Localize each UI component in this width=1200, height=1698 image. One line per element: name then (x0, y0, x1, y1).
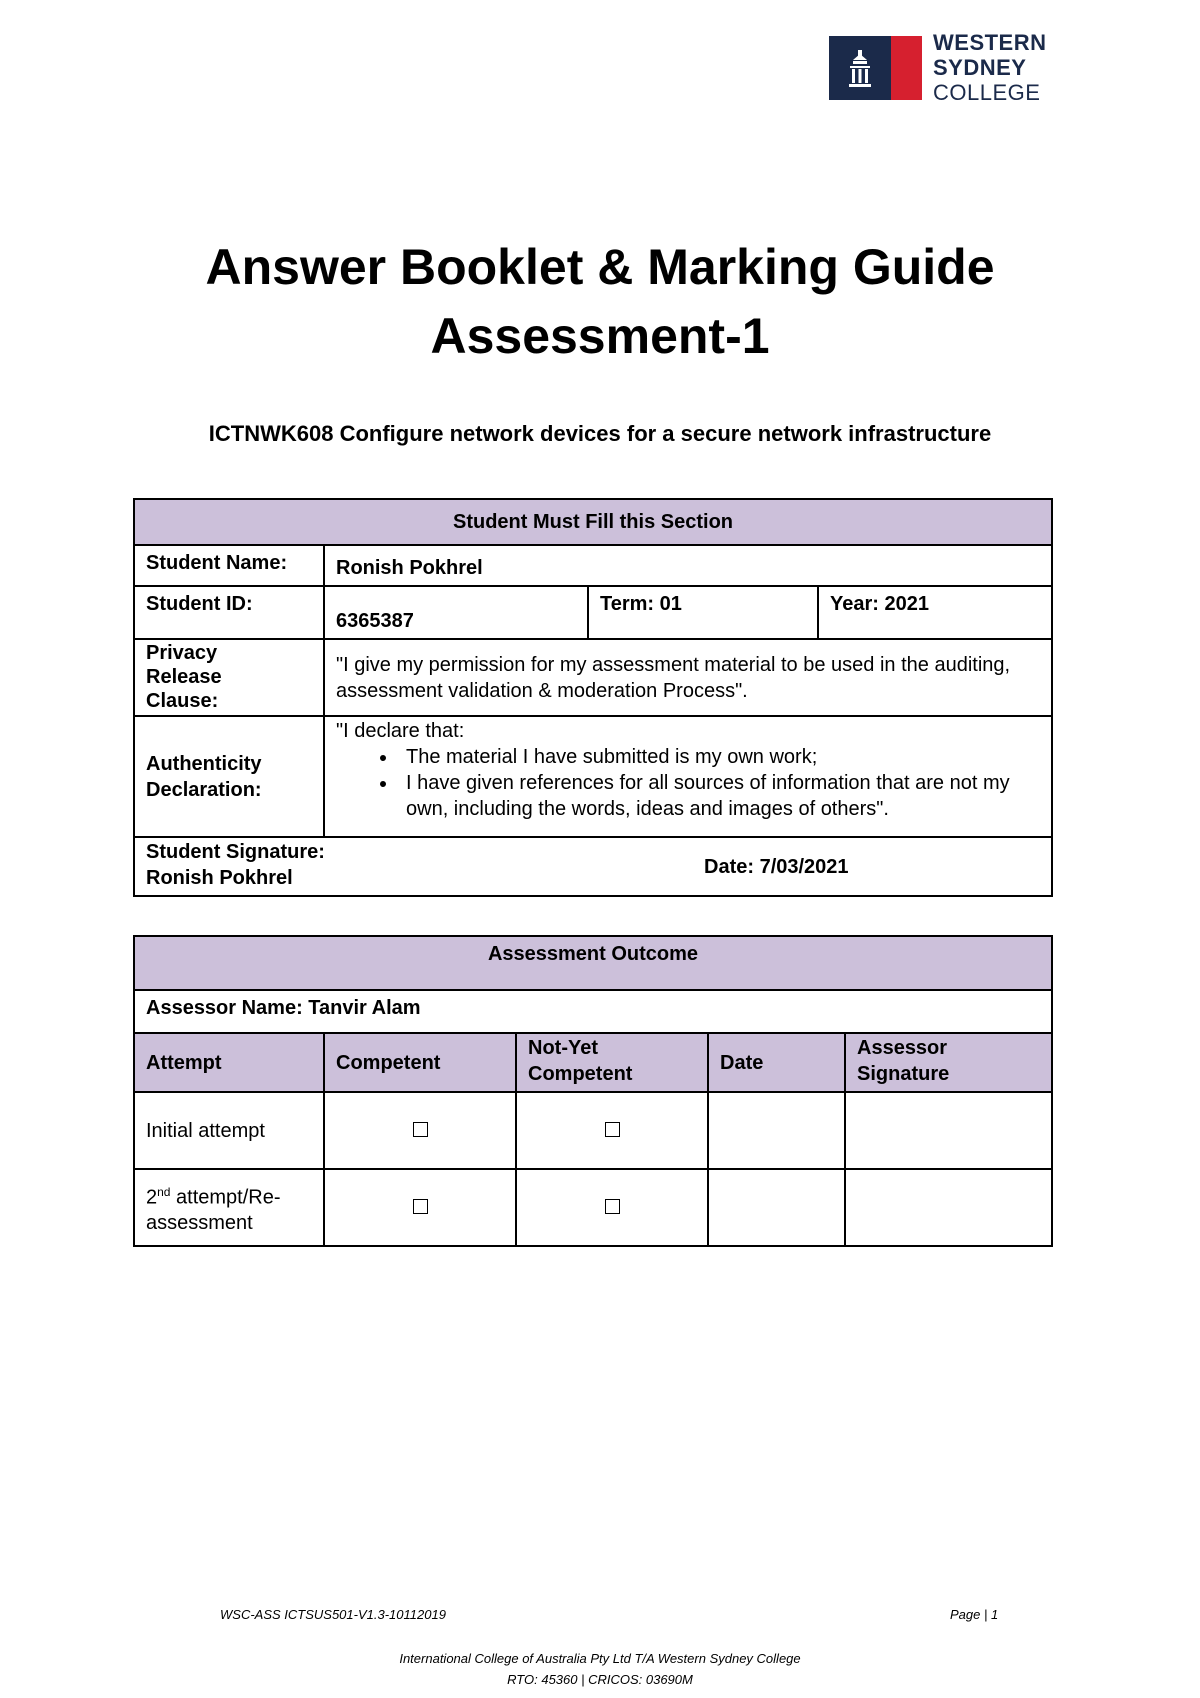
col-date: Date (708, 1033, 845, 1092)
signature-date[interactable]: Date: 7/03/2021 (588, 837, 1052, 896)
student-id-value[interactable]: 6365387 (324, 586, 588, 639)
assessor-name: Assessor Name: Tanvir Alam (134, 990, 1052, 1033)
term-field[interactable]: Term: 01 (588, 586, 818, 639)
student-signature (134, 837, 588, 896)
declaration-list (336, 744, 1040, 822)
footer-doc-code: WSC-ASS ICTSUS501-V1.3-10112019 (220, 1607, 446, 1622)
declaration-item: • I have given references for all sources of information that are not my own, including the words, ideas and images of others". (398, 770, 1040, 822)
document-title: Answer Booklet & Marking Guide (205, 239, 995, 295)
logo-line-2: COLLEGE (933, 80, 1041, 105)
second-signature-cell[interactable] (845, 1169, 1052, 1246)
college-logo (829, 30, 1119, 105)
signature-value[interactable]: Ronish Pokhrel (146, 867, 293, 889)
logo-line-1: WESTERN SYDNEY (933, 30, 1047, 80)
privacy-label: Privacy Release Clause: (134, 639, 324, 716)
student-section-table (133, 498, 1053, 897)
assessment-outcome-header: Assessment Outcome (134, 936, 1052, 990)
student-section-header: Student Must Fill this Section (134, 499, 1052, 545)
signature-label: Student Signature: (146, 841, 325, 863)
student-name-value[interactable]: Ronish Pokhrel (324, 545, 1052, 586)
student-name-label: Student Name: (134, 545, 324, 586)
initial-not-yet-competent-checkbox[interactable] (605, 1122, 620, 1137)
authenticity-declaration (324, 716, 1052, 837)
declaration-item: • The material I have submitted is my own work; (398, 744, 1040, 770)
row-initial-attempt: Initial attempt (134, 1092, 324, 1169)
document-subtitle: Assessment-1 (430, 308, 770, 364)
footer-registration: RTO: 45360 | CRICOS: 03690M (507, 1672, 693, 1687)
logo-mark (829, 36, 922, 100)
assessment-outcome-table (133, 935, 1053, 1247)
initial-date-cell[interactable] (708, 1092, 845, 1169)
authenticity-label: Authenticity Declaration: (134, 716, 324, 837)
student-id-label: Student ID: (134, 586, 324, 639)
row-second-attempt: 2nd attempt/Re-assessment (134, 1169, 324, 1246)
initial-signature-cell[interactable] (845, 1092, 1052, 1169)
initial-competent-checkbox[interactable] (413, 1122, 428, 1137)
col-not-yet-competent: Not-Yet Competent (516, 1033, 708, 1092)
second-date-cell[interactable] (708, 1169, 845, 1246)
logo-red-bar (891, 36, 922, 100)
second-competent-checkbox[interactable] (413, 1199, 428, 1214)
declaration-intro: "I declare that: (336, 720, 465, 742)
privacy-clause-text: "I give my permission for my assessment material to be used in the auditing, assessment validation & moderation Process". (324, 639, 1052, 716)
unit-title: ICTNWK608 Configure network devices for a secure network infrastructure (208, 421, 992, 446)
col-assessor-signature: Assessor Signature (845, 1033, 1052, 1092)
footer-organization: International College of Australia Pty Ltd T/A Western Sydney College (399, 1651, 801, 1666)
footer-page-number: Page | 1 (950, 1607, 999, 1622)
col-attempt: Attempt (134, 1033, 324, 1092)
building-icon (829, 36, 891, 100)
year-field[interactable]: Year: 2021 (818, 586, 1052, 639)
second-not-yet-competent-checkbox[interactable] (605, 1199, 620, 1214)
col-competent: Competent (324, 1033, 516, 1092)
